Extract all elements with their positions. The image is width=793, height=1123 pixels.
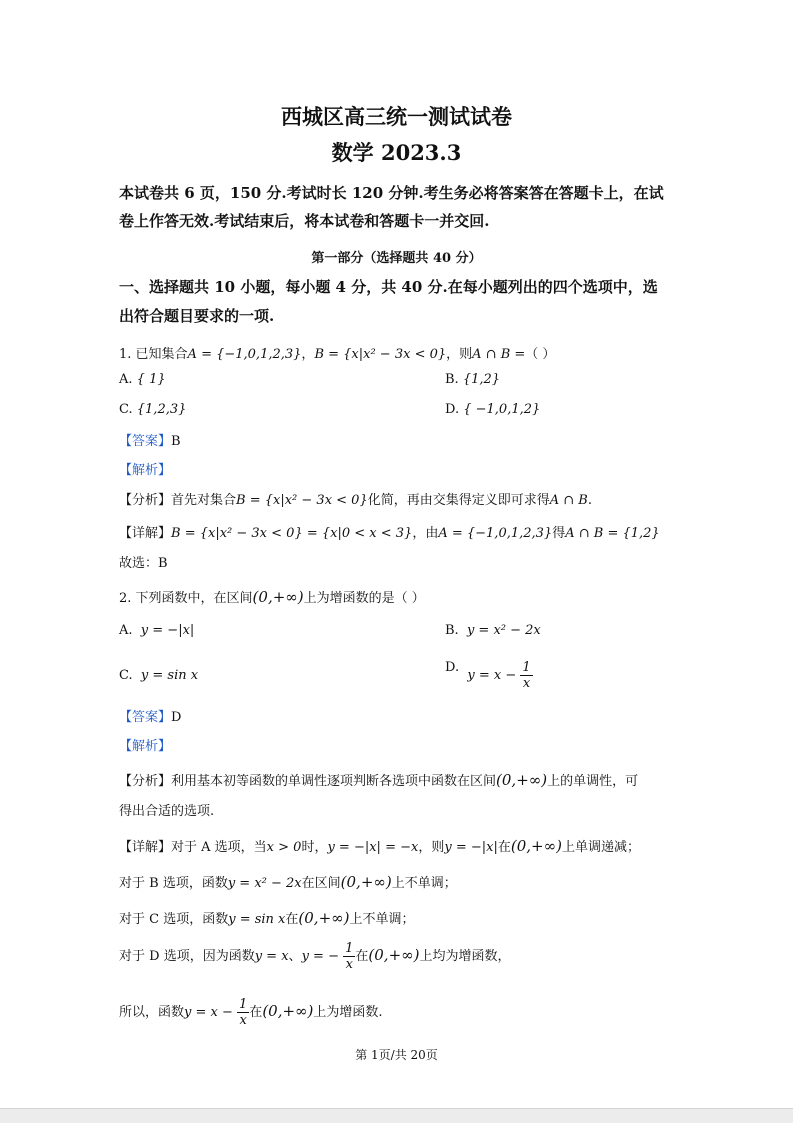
option-value: y = −|x| xyxy=(140,623,195,638)
q2-stem xyxy=(119,587,425,606)
math: (0,+∞) xyxy=(368,946,420,964)
option-label: B. xyxy=(445,623,459,638)
text: 上单调递减； xyxy=(561,840,640,855)
detail-tag: 【详解】 xyxy=(119,526,172,541)
fenxi-tag: 【分析】 xyxy=(119,493,172,508)
option-value: y = sin x xyxy=(140,668,199,683)
math: B = {x|x² − 3x < 0} xyxy=(236,493,368,508)
option-label: A. xyxy=(119,372,133,387)
q1-analysis-tag: 【解析】 xyxy=(119,463,172,478)
q2-detail-d xyxy=(119,941,511,972)
math: A ∩ B = {1,2} xyxy=(565,526,660,541)
option-value: { 1} xyxy=(136,372,166,387)
q1-answer xyxy=(119,430,181,449)
q2-fenxi-line1 xyxy=(119,770,638,789)
math: y = − xyxy=(301,949,339,964)
fraction-denominator: x xyxy=(345,957,353,972)
option-label: B. xyxy=(445,372,459,387)
q1-option-b xyxy=(445,372,500,387)
q2-detail-a xyxy=(119,836,640,855)
math: x > 0 xyxy=(266,840,302,855)
text: 2. 下列函数中，在区间 xyxy=(119,591,253,606)
q1-option-c xyxy=(119,402,186,417)
option-label: D. xyxy=(445,660,460,675)
q2-fenxi-line2: 得出合适的选项. xyxy=(119,804,215,819)
text: 在 xyxy=(497,840,511,855)
fraction-numerator: 1 xyxy=(239,997,248,1012)
math: y = x xyxy=(254,949,289,964)
option-label: A. xyxy=(119,623,133,638)
q1-fenxi xyxy=(119,489,592,508)
q2-detail-e xyxy=(119,997,383,1028)
q2-detail-b xyxy=(119,872,457,891)
option-label: D. xyxy=(445,402,460,417)
q1-conclusion: 故选：B xyxy=(119,556,168,571)
detail-tag: 【详解】 xyxy=(119,840,172,855)
intro-line-1: 本试卷共 6 页，150 分.考试时长 120 分钟.考生务必将答案答在答题卡上，在试 xyxy=(119,184,664,202)
text: . xyxy=(587,493,592,508)
q1-expr: A ∩ B = xyxy=(472,347,526,362)
text: 、 xyxy=(288,949,302,964)
text: 在 xyxy=(355,949,369,964)
exam-subtitle: 数学 2023.3 xyxy=(331,140,462,165)
q1-set-b: B = {x|x² − 3x < 0} xyxy=(314,347,447,362)
fenxi-tag: 【分析】 xyxy=(119,774,172,789)
answer-tag: 【答案】 xyxy=(119,434,172,449)
q2-detail-c xyxy=(119,908,415,927)
option-value: { −1,0,1,2} xyxy=(463,402,541,417)
q2-option-c xyxy=(119,668,198,683)
option-value: y = x − xyxy=(467,668,517,683)
math: B = {x|x² − 3x < 0} = {x|0 < x < 3} xyxy=(171,526,413,541)
q1-then: ，则 xyxy=(446,347,473,362)
page-number: 第 1页/共 20页 xyxy=(355,1048,438,1062)
math: y = x − xyxy=(184,1005,233,1020)
text: 上不单调； xyxy=(349,912,415,927)
text: 上不单调； xyxy=(391,876,457,891)
option-value: {1,2} xyxy=(462,372,501,387)
text: 上的单调性，可 xyxy=(547,774,639,789)
fraction xyxy=(343,941,355,972)
text: 首先对集合 xyxy=(171,493,237,508)
option-label: C. xyxy=(119,402,133,417)
math: (0,+∞) xyxy=(496,771,548,789)
text: 上为增函数. xyxy=(313,1005,383,1020)
math: (0,+∞) xyxy=(252,588,304,606)
answer-value: B xyxy=(171,434,181,449)
q2-option-b xyxy=(445,623,541,638)
q2-option-a xyxy=(119,623,194,638)
fraction xyxy=(520,660,532,691)
option-value: {1,2,3} xyxy=(136,402,187,417)
q2-option-d xyxy=(445,660,533,691)
math: y = x² − 2x xyxy=(227,876,302,891)
math: A ∩ B xyxy=(549,493,588,508)
fraction-numerator: 1 xyxy=(345,941,354,956)
intro-line-2: 卷上作答无效.考试结束后，将本试卷和答题卡一并交回. xyxy=(119,212,490,230)
math: y = −|x| = −x xyxy=(327,840,419,855)
option-value: y = x² − 2x xyxy=(466,623,541,638)
option-label: C. xyxy=(119,668,133,683)
math: (0,+∞) xyxy=(262,1002,314,1020)
q2-answer xyxy=(119,706,181,725)
math: (0,+∞) xyxy=(340,873,392,891)
section-instruction-1: 一、选择题共 10 小题，每小题 4 分，共 40 分.在每小题列出的四个选项中，选 xyxy=(119,278,658,296)
text: 在 xyxy=(285,912,299,927)
q1-detail xyxy=(119,522,660,541)
q1-stem xyxy=(119,343,555,362)
section-instruction-2: 出符合题目要求的一项. xyxy=(119,307,275,325)
text: 所以，函数 xyxy=(119,1005,185,1020)
answer-tag: 【答案】 xyxy=(119,710,172,725)
text: 在区间 xyxy=(301,876,341,891)
math: y = sin x xyxy=(228,912,286,927)
text: 上为增函数的是（ ） xyxy=(303,591,425,606)
text: 对于 C 选项，函数 xyxy=(119,912,229,927)
fraction-numerator: 1 xyxy=(522,660,531,675)
bottom-bar xyxy=(0,1108,793,1123)
text: ，由 xyxy=(412,526,439,541)
text: 在 xyxy=(249,1005,263,1020)
text: 化简，再由交集得定义即可求得 xyxy=(367,493,550,508)
q1-paren: （ ） xyxy=(525,347,556,362)
text: ，则 xyxy=(418,840,445,855)
math: y = −|x| xyxy=(444,840,498,855)
text: 利用基本初等函数的单调性逐项判断各选项中函数在区间 xyxy=(171,774,497,789)
math: (0,+∞) xyxy=(510,837,562,855)
fraction-denominator: x xyxy=(239,1013,247,1028)
text: 上均为增函数， xyxy=(419,949,511,964)
text: 得 xyxy=(552,526,566,541)
text: 对于 B 选项，函数 xyxy=(119,876,228,891)
text: 对于 A 选项，当 xyxy=(171,840,267,855)
q1-comma: ， xyxy=(301,347,315,362)
exam-title: 西城区高三统一测试试卷 xyxy=(281,104,512,129)
fraction xyxy=(237,997,249,1028)
text: 时， xyxy=(301,840,328,855)
math: A = {−1,0,1,2,3} xyxy=(438,526,553,541)
answer-value: D xyxy=(171,710,182,725)
q2-analysis-tag: 【解析】 xyxy=(119,739,172,754)
text: 对于 D 选项，因为函数 xyxy=(119,949,255,964)
fraction-denominator: x xyxy=(522,676,531,691)
q1-option-d xyxy=(445,402,540,417)
part-heading: 第一部分（选择题共 40 分） xyxy=(311,251,482,266)
q1-stem-prefix: 1. 已知集合 xyxy=(119,347,188,362)
math: (0,+∞) xyxy=(298,909,350,927)
q1-option-a xyxy=(119,372,166,387)
q1-set-a: A = {−1,0,1,2,3} xyxy=(187,347,302,362)
